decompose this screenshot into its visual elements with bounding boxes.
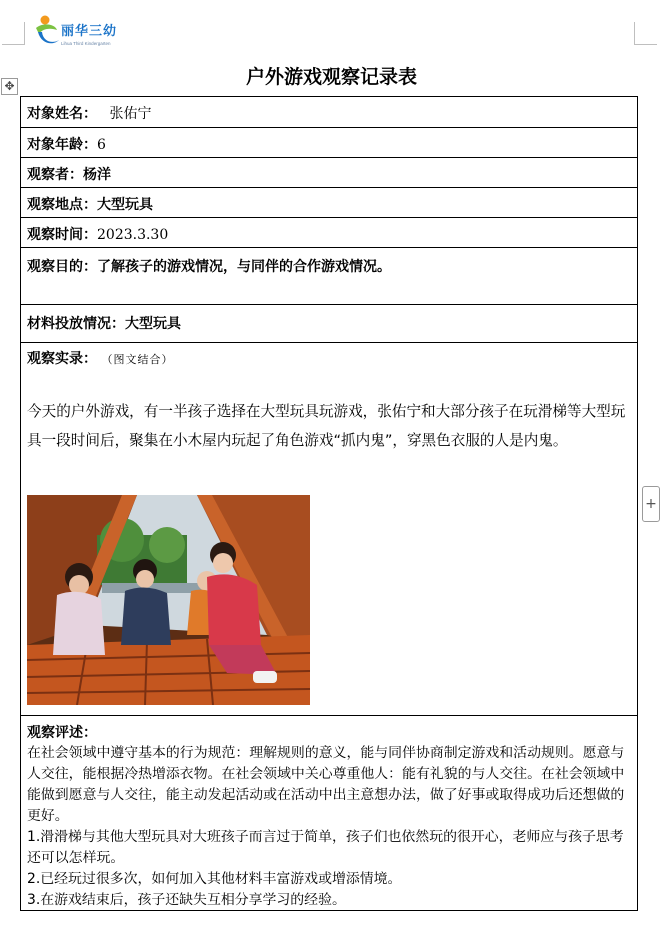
page-corner-mark-right (634, 22, 657, 45)
review-point-2: 2.已经玩过很多次，如何加入其他材料丰富游戏或增添情境。 (27, 871, 402, 887)
add-column-icon[interactable]: + (642, 486, 660, 522)
age-label: 对象年龄： (27, 137, 97, 153)
review-paragraph: 在社会领域中遵守基本的行为规范：理解规则的意义，能与同伴协商制定游戏和活动规则。愿意与人交往，能根据冷热增添衣物。在社会领域中关心尊重他人：能有礼貌的与人交往。在社会领域中能做到愿意与人交往，能主动发起活动或在活动中出主意想办法，做了好事或取得成功后还想做的更好。 (27, 745, 625, 824)
logo-subtitle: Lihua Third Kindergarten (61, 41, 111, 46)
location-value: 大型玩具 (97, 197, 153, 213)
page-corner-mark-left (2, 22, 25, 45)
observation-table (20, 96, 638, 911)
observation-photo (27, 495, 310, 705)
review-text (27, 743, 635, 911)
observation-note: （图文结合） (101, 353, 174, 366)
logo-icon (33, 14, 61, 50)
materials-value: 大型玩具 (125, 316, 181, 332)
review-label: 观察评述： (27, 725, 97, 741)
row-time (21, 218, 637, 248)
row-observation (21, 343, 637, 716)
location-label: 观察地点： (27, 197, 97, 213)
name-value: 张佑宁 (109, 106, 152, 122)
row-review (21, 716, 637, 910)
table-move-icon[interactable]: ✥ (1, 78, 18, 95)
observation-label: 观察实录： (27, 351, 97, 367)
school-logo (33, 14, 133, 50)
row-observer (21, 158, 637, 188)
materials-label: 材料投放情况： (27, 316, 125, 332)
page-title: 户外游戏观察记录表 (245, 66, 417, 88)
time-label: 观察时间： (27, 227, 97, 243)
purpose-label: 观察目的： (27, 259, 97, 275)
logo-name: 丽华三幼 (61, 24, 118, 39)
purpose-value: 了解孩子的游戏情况，与同伴的合作游戏情况。 (97, 259, 391, 275)
row-name (21, 97, 637, 128)
review-point-1: 1.滑滑梯与其他大型玩具对大班孩子而言过于简单，孩子们也依然玩的很开心，老师应与孩子思考还可以怎样玩。 (27, 829, 624, 866)
observer-value: 杨洋 (83, 167, 111, 183)
row-age (21, 128, 637, 158)
row-location (21, 188, 637, 218)
time-value: 2023.3.30 (97, 227, 169, 243)
name-label: 对象姓名： (27, 106, 97, 122)
row-materials (21, 305, 637, 343)
row-purpose (21, 248, 637, 305)
observation-text: 今天的户外游戏，有一半孩子选择在大型玩具玩游戏，张佑宁和大部分孩子在玩滑梯等大型玩具一段时间后，聚集在小木屋内玩起了角色游戏“抓内鬼”，穿黑色衣服的人是内鬼。 (27, 403, 626, 449)
observer-label: 观察者： (27, 167, 83, 183)
age-value: 6 (97, 137, 106, 153)
review-point-3: 3.在游戏结束后，孩子还缺失互相分享学习的经验。 (27, 892, 346, 908)
